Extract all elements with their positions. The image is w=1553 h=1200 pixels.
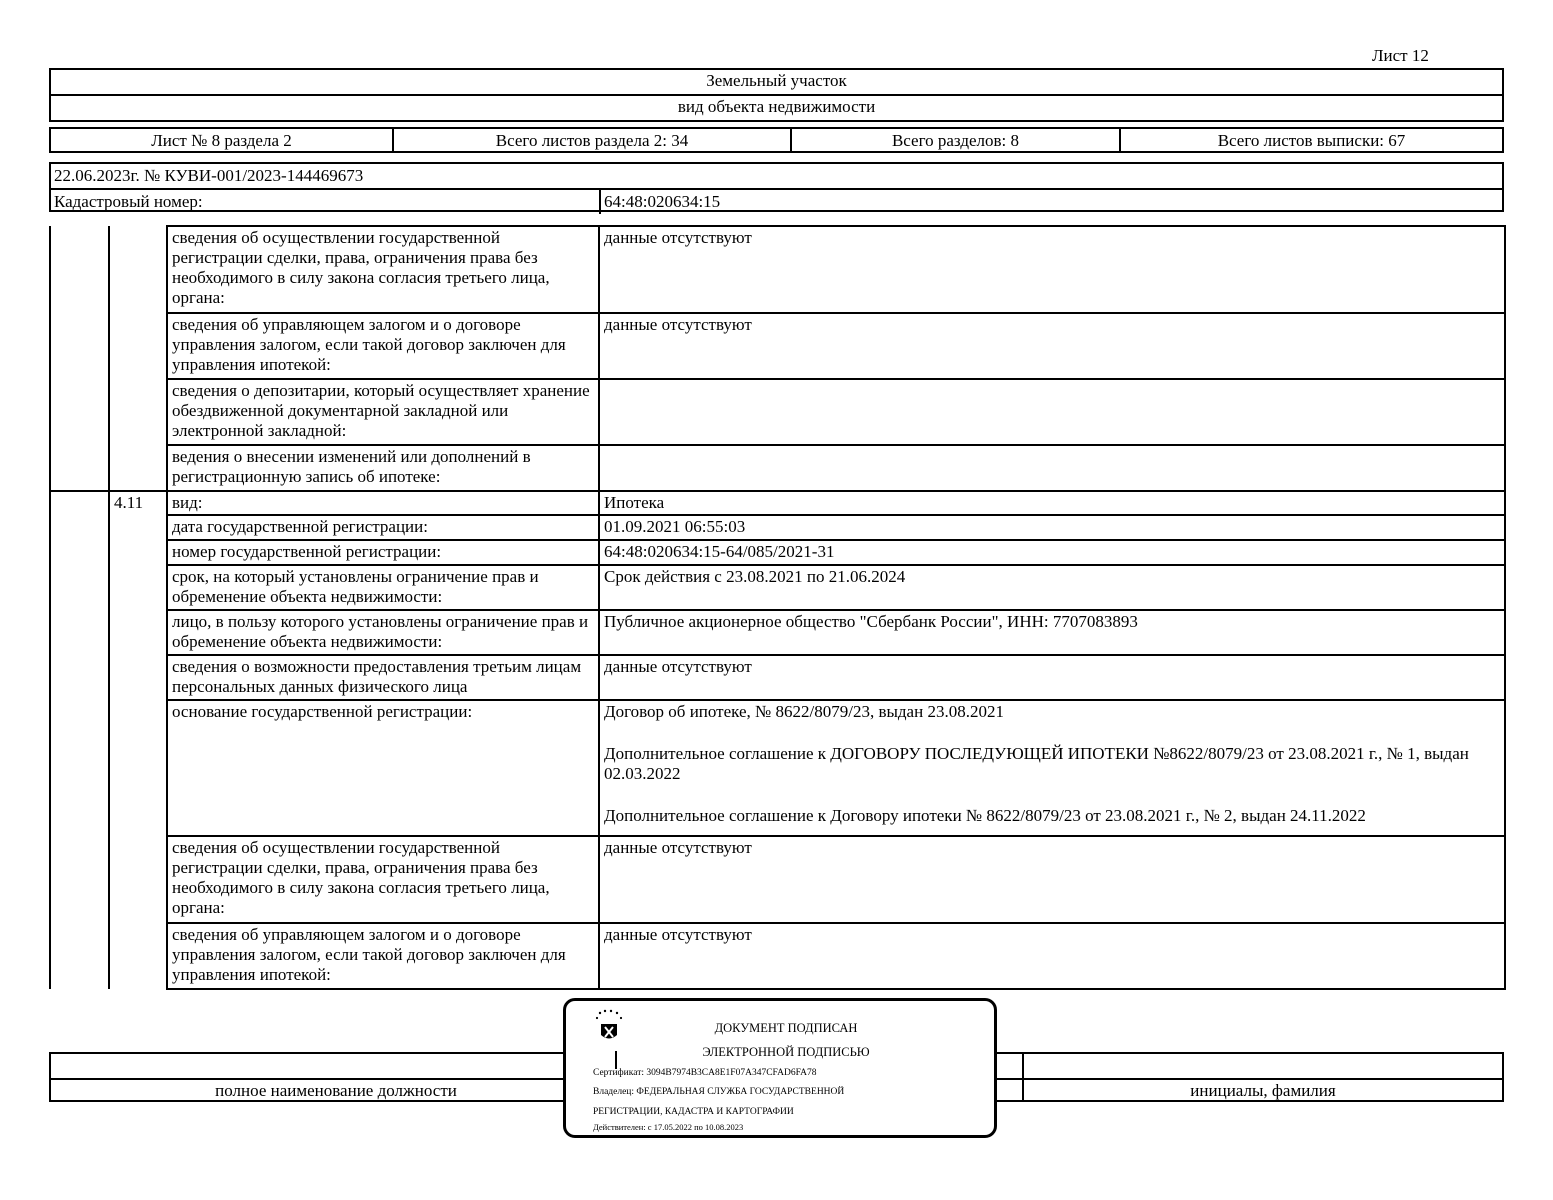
stamp-owner: РЕГИСТРАЦИИ, КАДАСТРА И КАРТОГРАФИИ	[593, 1107, 794, 1117]
stamp-owner: Владелец: ФЕДЕРАЛЬНАЯ СЛУЖБА ГОСУДАРСТВЕННОЙ	[593, 1087, 845, 1097]
stamp-title: ДОКУМЕНТ ПОДПИСАН	[714, 1021, 858, 1035]
cadastral-value: 64:48:020634:15	[599, 190, 1502, 214]
row-label: сведения об осуществлении государственной регистрации сделки, права, ограничения права без необходимого в силу закона согласия третьего лица, органа:	[167, 226, 599, 313]
basis-values	[599, 700, 1505, 836]
stamp-certificate: Сертификат: 3094B7974B3CA8E1F07A347CFAD6FA78	[593, 1068, 817, 1078]
stamp-validity: Действителен: с 17.05.2022 по 10.08.2023	[593, 1122, 744, 1132]
row-label: сведения о возможности предоставления третьим лицам персональных данных физического лица	[167, 655, 599, 700]
table-row	[50, 923, 1505, 989]
row-value: данные отсутствуют	[599, 655, 1505, 700]
cadastral-label: Кадастровый номер:	[54, 192, 203, 211]
extract-date-number: 22.06.2023г. № КУВИ-001/2023-144469673	[54, 166, 364, 185]
name-caption: инициалы, фамилия	[1190, 1081, 1336, 1100]
registration-box	[49, 162, 1504, 212]
table-row	[50, 655, 1505, 700]
blank-cell	[109, 226, 167, 491]
table-row	[50, 379, 1505, 445]
row-label: дата государственной регистрации:	[167, 515, 599, 540]
object-kind-caption: вид объекта недвижимости	[51, 94, 1502, 120]
basis-document: Дополнительное соглашение к Договору ипотеки № 8622/8079/23 от 23.08.2021 г., № 2, выдан 24.11.2022	[604, 806, 1366, 825]
cadastral-row	[51, 188, 1502, 214]
row-label: вид:	[167, 491, 599, 515]
sheet-number: Лист 12	[1372, 46, 1429, 65]
table-row	[50, 540, 1505, 565]
row-value: Срок действия с 23.08.2021 по 21.06.2024	[599, 565, 1505, 610]
row-label: номер государственной регистрации:	[167, 540, 599, 565]
electronic-signature-stamp	[563, 998, 997, 1138]
row-label: сведения об управляющем залогом и о договоре управления залогом, если такой договор заключен для управления ипотекой:	[167, 923, 599, 989]
stat-sections-total: Всего разделов: 8	[790, 129, 1119, 151]
blank-cell	[50, 226, 109, 491]
row-label: ведения о внесении изменений или дополнений в регистрационную запись об ипотеке:	[167, 445, 599, 491]
row-value	[599, 445, 1505, 491]
row-value: 64:48:020634:15-64/085/2021-31	[599, 540, 1505, 565]
blank-cell	[50, 491, 109, 989]
row-value: данные отсутствуют	[599, 226, 1505, 313]
row-value: 01.09.2021 06:55:03	[599, 515, 1505, 540]
object-header	[49, 68, 1504, 122]
coat-of-arms-icon	[594, 1009, 624, 1045]
row-value: Публичное акционерное общество "Сбербанк России", ИНН: 7707083893	[599, 610, 1505, 655]
stat-extract-sheets-total: Всего листов выписки: 67	[1119, 129, 1502, 151]
table-row	[50, 445, 1505, 491]
row-value: данные отсутствуют	[599, 836, 1505, 923]
stamp-divider	[615, 1051, 617, 1069]
table-row	[50, 313, 1505, 379]
stat-sheet-of-section: Лист № 8 раздела 2	[151, 131, 292, 150]
row-value: Ипотека	[599, 491, 1505, 515]
row-label: сведения об управляющем залогом и о договоре управления залогом, если такой договор заключен для управления ипотекой:	[167, 313, 599, 379]
encumbrance-table	[49, 225, 1504, 990]
basis-document: Дополнительное соглашение к ДОГОВОРУ ПОСЛЕДУЮЩЕЙ ИПОТЕКИ №8622/8079/23 от 23.08.2021 г., № 1, выдан 02.03.2022	[604, 744, 1469, 783]
row-value	[599, 379, 1505, 445]
table-row	[50, 226, 1505, 313]
stat-section-sheets-total: Всего листов раздела 2: 34	[392, 129, 790, 151]
row-label: срок, на который установлены ограничение прав и обременение объекта недвижимости:	[167, 565, 599, 610]
row-value: данные отсутствуют	[599, 313, 1505, 379]
table-row	[50, 565, 1505, 610]
object-name: Земельный участок	[706, 71, 847, 90]
table-row	[50, 836, 1505, 923]
table-row	[50, 610, 1505, 655]
table-row	[50, 491, 1505, 515]
sheet-stats-bar	[49, 127, 1504, 153]
table-row	[50, 515, 1505, 540]
row-label: сведения о депозитарии, который осуществляет хранение обездвиженной документарной закладной или электронной закладной:	[167, 379, 599, 445]
row-label: лицо, в пользу которого установлены ограничение прав и обременение объекта недвижимости:	[167, 610, 599, 655]
table-row	[50, 700, 1505, 836]
row-value: данные отсутствуют	[599, 923, 1505, 989]
entry-number: 4.11	[109, 491, 167, 989]
basis-document: Договор об ипотеке, № 8622/8079/23, выдан 23.08.2021	[604, 702, 1004, 721]
row-label: основание государственной регистрации:	[167, 700, 599, 836]
position-caption: полное наименование должности	[215, 1081, 457, 1100]
stamp-subtitle: ЭЛЕКТРОННОЙ ПОДПИСЬЮ	[702, 1045, 870, 1059]
row-label: сведения об осуществлении государственной регистрации сделки, права, ограничения права без необходимого в силу закона согласия третьего лица, органа:	[167, 836, 599, 923]
